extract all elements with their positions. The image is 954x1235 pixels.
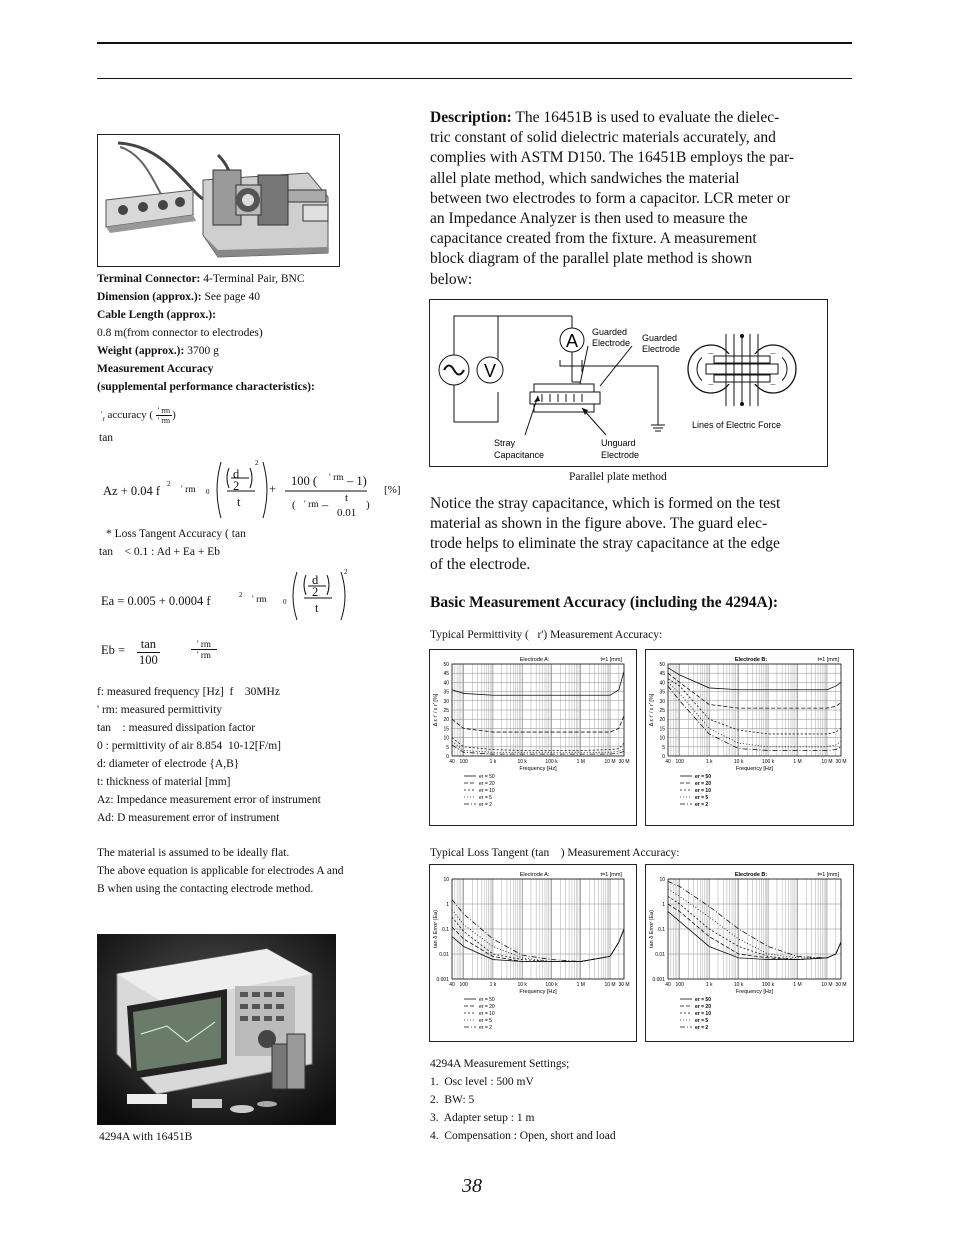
plot-area xyxy=(649,872,847,1031)
chart-note: t=1 [mm] xyxy=(817,657,839,663)
settings-line: 4. Compensation : Open, short and load xyxy=(430,1130,616,1142)
chart-title: Electrode A: xyxy=(519,872,550,878)
force-lines-label: Lines of Electric Force xyxy=(692,420,782,430)
measurement-settings xyxy=(430,1055,830,1145)
ammeter-label: A xyxy=(565,331,579,351)
definition-line: t: thickness of material [mm] xyxy=(97,776,231,788)
settings-line: 3. Adapter setup : 1 m xyxy=(430,1112,535,1124)
eb-eps-den: ' rm xyxy=(197,650,211,660)
legend-label: er = 50 xyxy=(479,774,495,780)
y-tick-label: 45 xyxy=(443,671,449,678)
header-bottom-rule xyxy=(97,78,852,79)
chart-loss-a-frame xyxy=(429,864,637,1042)
chart-title: Electrode B: xyxy=(734,872,768,878)
y-axis-label: tan δ Error (Ea) xyxy=(433,910,439,948)
az-eps-num: ' rm xyxy=(329,473,344,483)
description-line: tric constant of solid dielectric materials accurately, and xyxy=(430,129,776,147)
az-eps: ' rm xyxy=(181,485,196,495)
az-eps0: 0 xyxy=(206,488,210,496)
x-tick-label: 1 M xyxy=(576,759,585,765)
y-tick-label: 10 xyxy=(659,877,665,883)
legend-label: er = 50 xyxy=(695,997,711,1003)
y-tick-label: 0.01 xyxy=(655,952,665,958)
spec-list xyxy=(97,270,397,396)
eps-frac-den: ' rm xyxy=(157,416,171,425)
note-line: The above equation is applicable for electrodes A and xyxy=(97,865,344,877)
y-tick-label: 0.001 xyxy=(436,977,449,983)
legend-label: er = 5 xyxy=(695,1018,709,1024)
definition-line: tan : measured dissipation factor xyxy=(97,722,256,734)
x-tick-label: 1 M xyxy=(793,982,802,988)
ea-label: Ea = 0.005 + 0.0004 f xyxy=(101,594,211,608)
az-minus-one: – 1) xyxy=(347,474,367,488)
spec-dimension: Dimension (approx.): See page 40 xyxy=(97,291,261,303)
ea-d: d xyxy=(312,573,319,587)
definition-line: Ad: D measurement error of instrument xyxy=(97,812,280,824)
chart-title: Electrode A: xyxy=(519,657,550,663)
voltmeter-label: V xyxy=(483,361,497,381)
description-heading: Description: xyxy=(430,109,512,126)
eps-frac-num: ' rm xyxy=(157,406,171,415)
basic-accuracy-heading: Basic Measurement Accuracy (including the 4294A): xyxy=(430,594,778,611)
legend-label: er = 50 xyxy=(695,774,711,780)
notice-line: of the electrode. xyxy=(430,555,531,573)
chart-perm-a-frame xyxy=(429,649,637,826)
x-tick-label: 1 k xyxy=(489,759,497,765)
x-tick-label: 30 M xyxy=(618,759,630,765)
plot-area xyxy=(649,657,847,808)
ea-t: t xyxy=(315,601,319,615)
legend-label: er = 20 xyxy=(695,1004,711,1010)
description-line: capacitance created from the fixture. A measurement xyxy=(430,230,757,248)
chart-note: t=1 [mm] xyxy=(600,872,622,878)
y-tick-label: 0 xyxy=(446,754,449,760)
chart-permittivity-electrode-a xyxy=(430,650,636,825)
az-label: Az + 0.04 f xyxy=(103,484,161,498)
x-tick-label: 100 xyxy=(459,982,468,988)
y-tick-label: 25 xyxy=(659,708,665,714)
stray-label-1: Stray xyxy=(494,438,516,448)
y-tick-label: 20 xyxy=(443,717,449,724)
spec-cable-label: Cable Length (approx.): xyxy=(97,309,216,321)
az-hundred: 100 ( xyxy=(291,474,318,488)
y-tick-label: 10 xyxy=(443,735,449,742)
eps-accuracy-label: accuracy ( xyxy=(107,409,154,422)
x-tick-label: 100 xyxy=(459,759,468,765)
y-tick-label: 5 xyxy=(446,744,449,751)
parallel-plate-diagram xyxy=(429,299,828,467)
description-line: below: xyxy=(430,270,473,288)
az-two: 2 xyxy=(233,479,240,493)
y-tick-label: 0 xyxy=(662,754,665,760)
az-t: t xyxy=(237,495,241,509)
x-tick-label: 30 M xyxy=(835,759,847,765)
y-tick-label: 10 xyxy=(659,735,665,742)
ea-two: 2 xyxy=(312,585,319,599)
stray-label-2: Capacitance xyxy=(494,450,545,460)
x-tick-label: 10 M xyxy=(821,759,833,765)
settings-line: 4294A Measurement Settings; xyxy=(430,1058,570,1070)
legend-label: er = 10 xyxy=(695,1011,711,1017)
legend-label: er = 5 xyxy=(695,795,709,801)
x-axis-label: Frequency [Hz] xyxy=(519,989,557,995)
description-line: an Impedance Analyzer is then used to measure the xyxy=(430,210,748,228)
note-line: The material is assumed to be ideally flat. xyxy=(97,847,290,859)
x-tick-label: 1 M xyxy=(576,982,585,988)
y-tick-label: 30 xyxy=(443,698,449,705)
loss-tangent-title: * Loss Tangent Accuracy ( tan xyxy=(106,528,246,540)
diagram-caption: Parallel plate method xyxy=(569,471,667,483)
ea-sup: 2 xyxy=(239,591,243,599)
eb-num: tan xyxy=(137,637,160,653)
legend-label: er = 5 xyxy=(479,1018,492,1024)
guarded-label-2b: Electrode xyxy=(642,344,681,354)
spec-terminal: Terminal Connector: 4-Terminal Pair, BNC xyxy=(97,273,305,285)
legend-label: er = 2 xyxy=(479,1025,492,1031)
y-tick-label: 50 xyxy=(659,662,665,668)
notice-line: trode helps to eliminate the stray capacitance at the edge xyxy=(430,535,780,553)
x-tick-label: 10 k xyxy=(733,759,744,765)
az-eps-den: ' rm xyxy=(304,500,319,510)
y-tick-label: 0.1 xyxy=(658,927,665,933)
legend-label: er = 10 xyxy=(479,788,495,794)
loss-tangent-cond: tan < 0.1 : Ad + Ea + Eb xyxy=(99,546,221,558)
notice-line: material as shown in the figure above. The guard elec- xyxy=(430,515,768,533)
plot-area xyxy=(433,872,630,1031)
note-line: B when using the contacting electrode method. xyxy=(97,883,314,895)
page-number: 38 xyxy=(462,1175,482,1197)
y-axis-label: Δ ε r' / ε r' [%] xyxy=(433,693,439,727)
chart-perm-b-frame xyxy=(645,649,854,826)
spec-accuracy-sub: (supplemental performance characteristics): xyxy=(97,381,315,393)
chart-loss-electrode-b xyxy=(646,865,853,1041)
photo-caption: 4294A with 16451B xyxy=(99,1131,193,1143)
x-tick-label: 100 xyxy=(675,982,684,988)
description-line: between two electrodes to form a capacitor. LCR meter or xyxy=(430,189,790,207)
settings-line: 2. BW: 5 xyxy=(430,1094,475,1106)
ea-eps0: 0 xyxy=(283,598,287,606)
guarded-label-1: Guarded xyxy=(592,327,628,337)
permittivity-caption: Typical Permittivity ( r') Measurement Accuracy: xyxy=(430,629,663,641)
legend-label: er = 2 xyxy=(695,802,709,808)
x-tick-label: 10 M xyxy=(821,982,833,988)
settings-line: 1. Osc level : 500 mV xyxy=(430,1076,534,1088)
definitions xyxy=(97,683,397,827)
legend-label: er = 20 xyxy=(479,781,495,787)
az-sup: 2 xyxy=(167,480,171,488)
y-tick-label: 35 xyxy=(443,689,449,696)
eps-tan: tan xyxy=(99,432,114,444)
header-top-rule xyxy=(97,42,852,44)
y-tick-label: 45 xyxy=(659,671,665,678)
eps-accuracy-line: '$_r$ accuracy ( $\frac{' rm}{' rm}$ ) xyxy=(101,406,176,425)
definition-line: 0 : permittivity of air 8.854 10-12[F/m] xyxy=(97,740,281,752)
legend-label: er = 10 xyxy=(695,788,711,794)
eb-label: Eb = xyxy=(101,643,126,657)
plot-area xyxy=(433,657,630,808)
x-tick-label: 100 k xyxy=(545,982,558,988)
x-tick-label: 1 k xyxy=(705,759,713,765)
x-tick-label: 40 xyxy=(665,759,671,765)
description-line: complies with ASTM D150. The 16451B employs the par- xyxy=(430,149,795,167)
x-tick-label: 100 xyxy=(675,759,684,765)
az-t2: t xyxy=(345,492,349,504)
legend-label: er = 20 xyxy=(479,1004,495,1010)
x-tick-label: 100 k xyxy=(545,759,558,765)
y-tick-label: 10 xyxy=(443,877,449,883)
x-tick-label: 100 k xyxy=(761,982,775,988)
notice-paragraph xyxy=(430,494,860,575)
definition-line: d: diameter of electrode {A,B} xyxy=(97,758,240,770)
notice-line: Notice the stray capacitance, which is formed on the test xyxy=(430,495,781,512)
y-tick-label: 0.01 xyxy=(439,952,449,958)
spec-weight: Weight (approx.): 3700 g xyxy=(97,345,219,357)
az-sq: 2 xyxy=(255,459,259,467)
fixture-photo xyxy=(97,134,340,267)
legend-label: er = 2 xyxy=(695,1025,709,1031)
x-tick-label: 10 k xyxy=(517,759,527,765)
ea-brackets xyxy=(289,570,349,622)
y-tick-label: 5 xyxy=(662,744,665,751)
y-tick-label: 0.001 xyxy=(652,977,665,983)
x-tick-label: 40 xyxy=(449,759,455,765)
legend-label: er = 2 xyxy=(479,802,492,808)
y-tick-label: 25 xyxy=(443,708,449,714)
definition-line: ' rm: measured permittivity xyxy=(97,704,223,716)
loss-caption: Typical Loss Tangent (tan ) Measurement Accuracy: xyxy=(430,847,680,859)
description-line: The 16451B is used to evaluate the dielec- xyxy=(511,109,780,126)
x-tick-label: 1 M xyxy=(793,759,802,765)
definition-line: f: measured frequency [Hz] f 30MHz xyxy=(97,686,280,698)
y-tick-label: 1 xyxy=(662,902,665,908)
chart-note: t=1 [mm] xyxy=(817,872,839,878)
guarded-label-1b: Electrode xyxy=(592,338,631,348)
y-tick-label: 1 xyxy=(446,902,449,908)
x-tick-label: 1 k xyxy=(705,982,713,988)
y-tick-label: 40 xyxy=(443,680,449,687)
legend-label: er = 20 xyxy=(695,781,711,787)
x-tick-label: 10 k xyxy=(517,982,527,988)
spec-cable-value: 0.8 m(from connector to electrodes) xyxy=(97,327,263,339)
chart-title: Electrode B: xyxy=(734,657,768,663)
x-tick-label: 100 k xyxy=(761,759,775,765)
y-tick-label: 30 xyxy=(659,698,665,705)
x-tick-label: 30 M xyxy=(618,982,630,988)
y-tick-label: 20 xyxy=(659,717,665,724)
y-tick-label: 15 xyxy=(443,726,449,733)
x-tick-label: 10 M xyxy=(604,759,616,765)
instrument-photo xyxy=(97,934,336,1125)
description-line: allel plate method, which sandwiches the material xyxy=(430,169,740,187)
chart-loss-b-frame xyxy=(645,864,854,1042)
x-axis-label: Frequency [Hz] xyxy=(735,766,774,772)
chart-permittivity-electrode-b xyxy=(646,650,853,825)
x-tick-label: 40 xyxy=(665,982,671,988)
unguard-label-2: Electrode xyxy=(601,450,640,460)
y-tick-label: 35 xyxy=(659,689,665,696)
y-axis-label: Δ ε r' / ε r' [%] xyxy=(649,693,655,727)
chart-loss-electrode-a xyxy=(430,865,636,1041)
eb-den: 100 xyxy=(139,653,158,667)
x-axis-label: Frequency [Hz] xyxy=(519,766,557,772)
eb-eps-num: ' rm xyxy=(191,639,217,650)
ea-sq: 2 xyxy=(344,568,348,576)
x-tick-label: 10 M xyxy=(604,982,616,988)
description-line: block diagram of the parallel plate method is shown xyxy=(430,250,752,268)
y-axis-label: tan δ Error (Ea) xyxy=(649,910,655,948)
az-t-div: 0.01 xyxy=(337,507,357,519)
y-tick-label: 15 xyxy=(659,726,665,733)
definition-line: Az: Impedance measurement error of instrument xyxy=(97,794,321,806)
y-tick-label: 0.1 xyxy=(442,927,449,933)
legend-label: er = 50 xyxy=(479,997,495,1003)
x-axis-label: Frequency [Hz] xyxy=(735,989,774,995)
legend-label: er = 5 xyxy=(479,795,492,801)
legend-label: er = 10 xyxy=(479,1011,495,1017)
x-tick-label: 30 M xyxy=(835,982,847,988)
notes xyxy=(97,844,397,898)
spec-accuracy: Measurement Accuracy xyxy=(97,363,214,375)
y-tick-label: 40 xyxy=(659,680,665,687)
guarded-label-2: Guarded xyxy=(642,333,678,343)
az-percent: [%] xyxy=(384,484,401,496)
ea-eps: ' rm xyxy=(252,595,267,605)
chart-note: t=1 [mm] xyxy=(600,657,622,663)
x-tick-label: 10 k xyxy=(733,982,744,988)
az-d: d xyxy=(233,467,240,481)
x-tick-label: 40 xyxy=(449,982,455,988)
description xyxy=(430,108,860,290)
unguard-label-1: Unguard xyxy=(601,438,636,448)
y-tick-label: 50 xyxy=(443,662,449,668)
x-tick-label: 1 k xyxy=(489,982,497,988)
